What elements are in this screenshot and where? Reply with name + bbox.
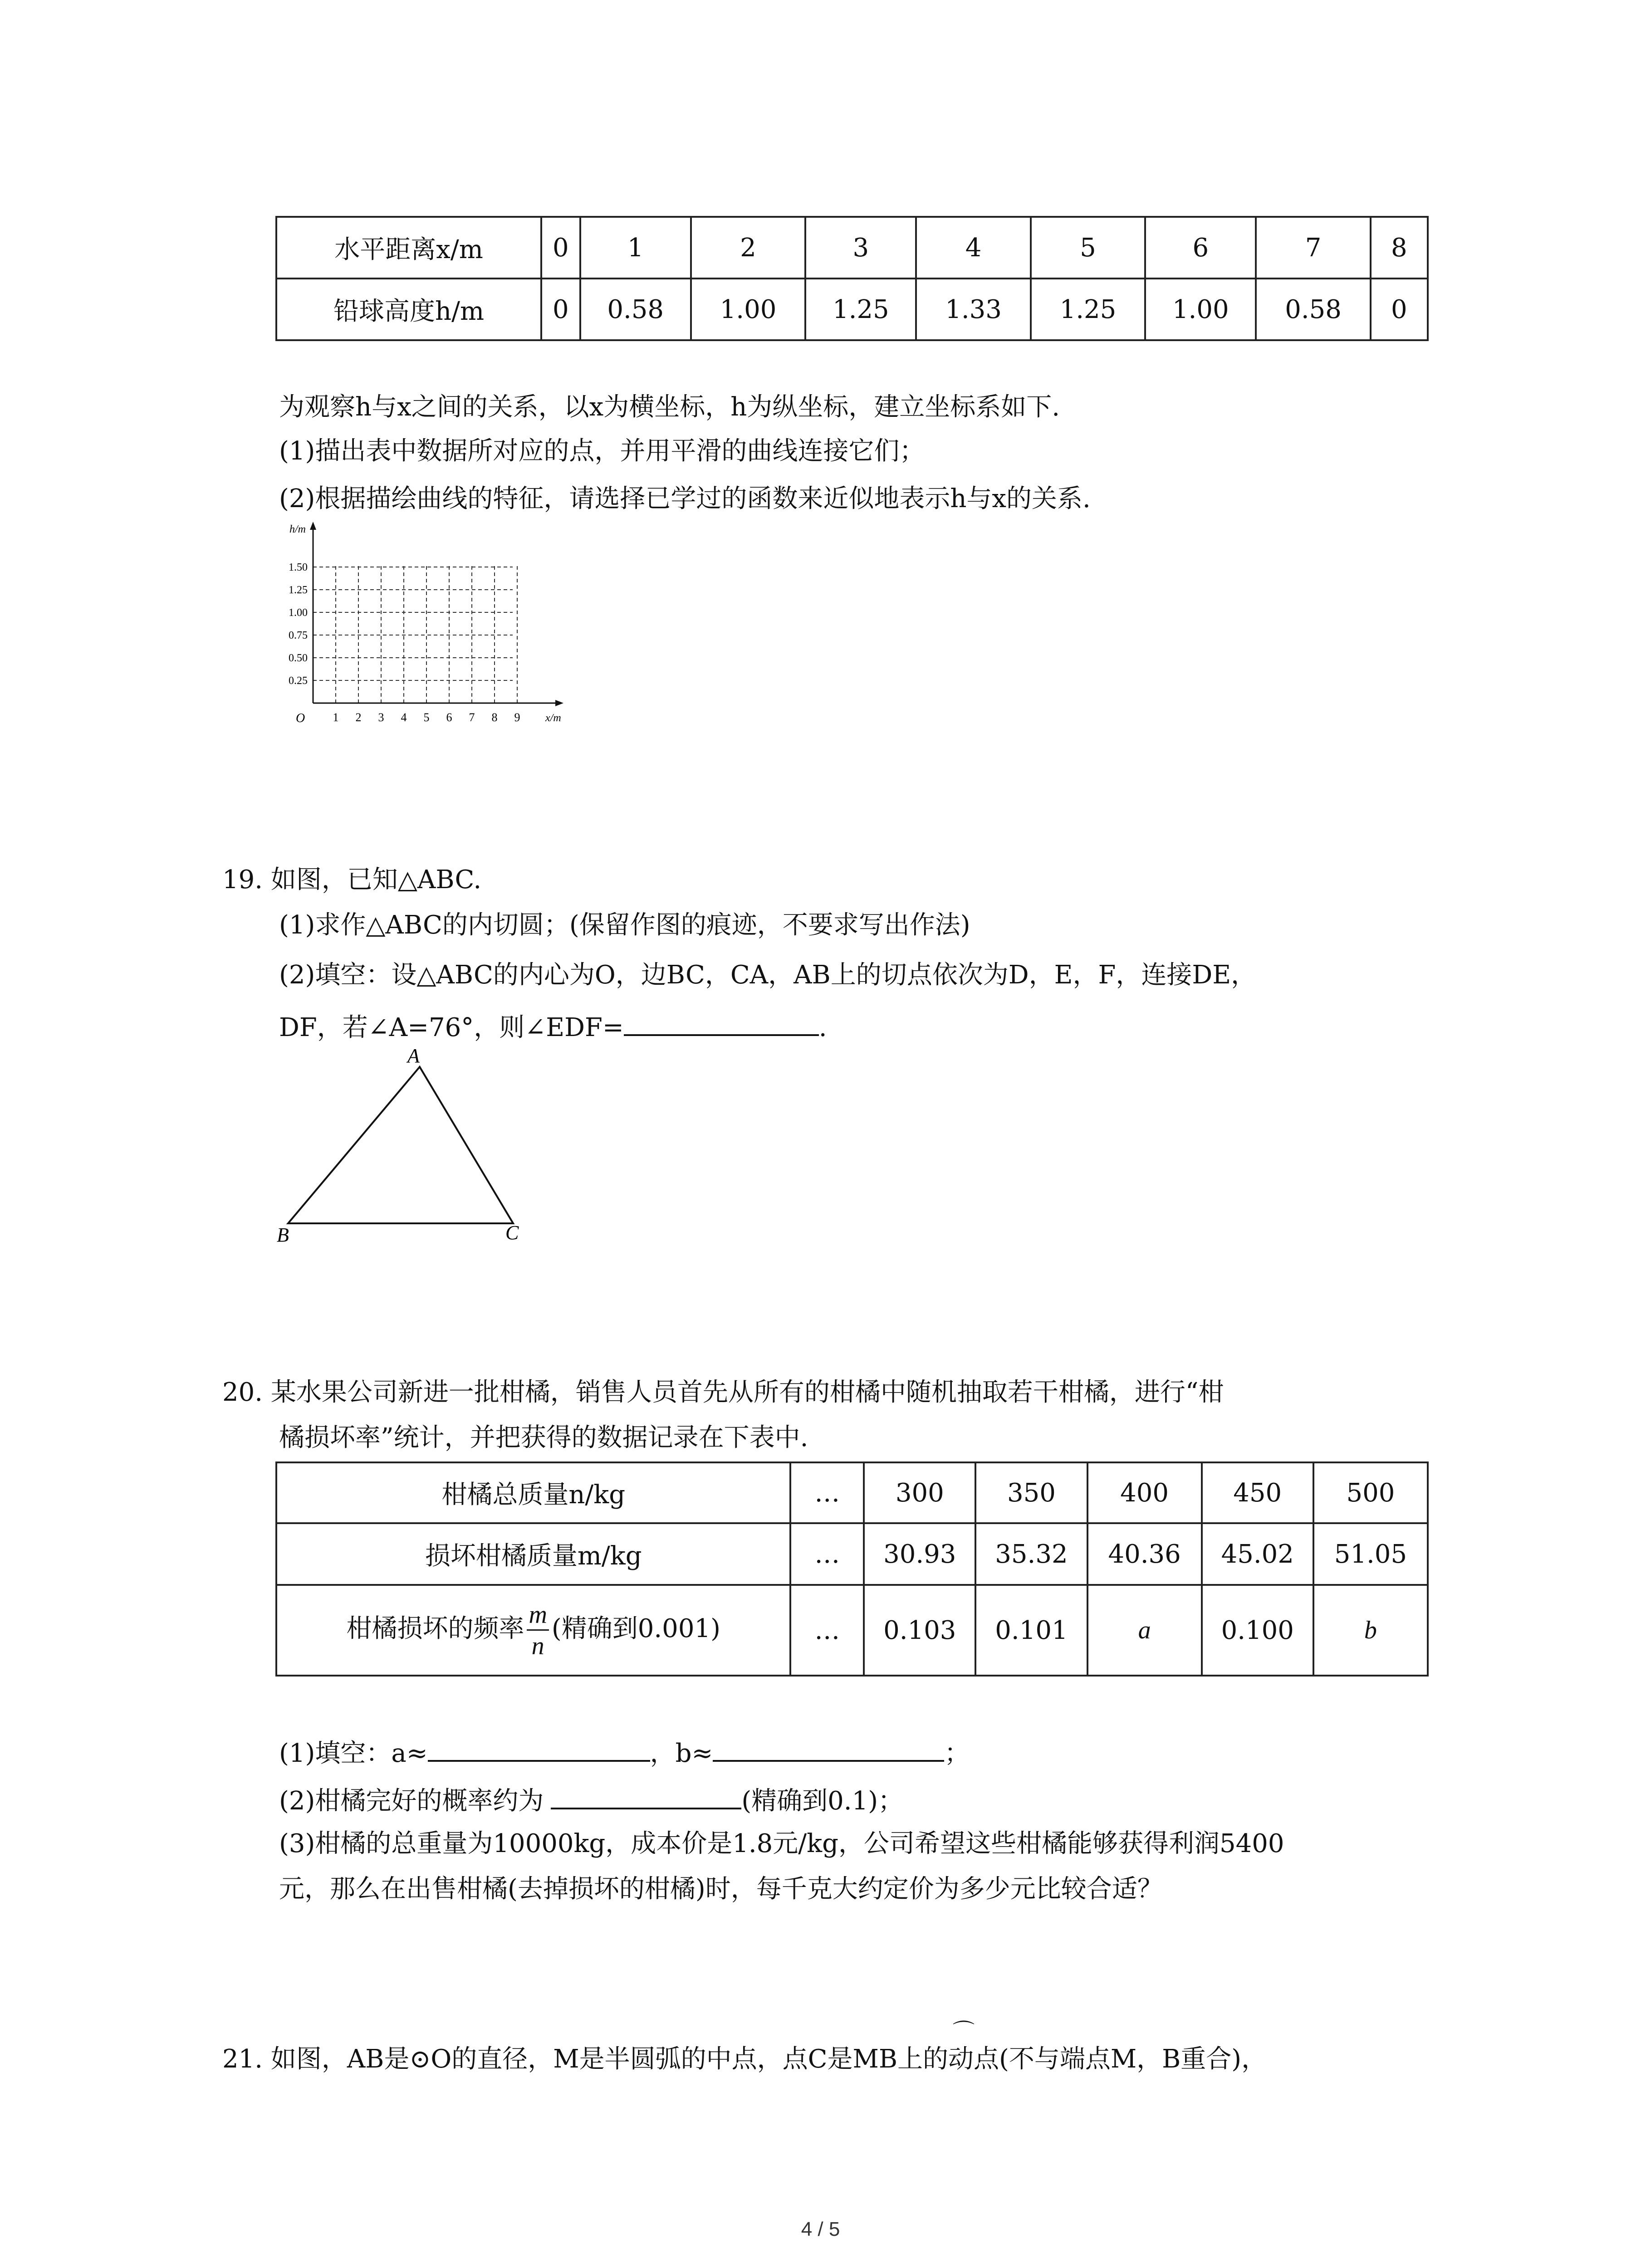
- x-tick-label: 7: [469, 711, 475, 724]
- vertex-b-label: B: [277, 1224, 289, 1246]
- frequency-label-suffix: (精确到0.001): [551, 1613, 720, 1643]
- y-axis-label: h/m: [289, 523, 306, 535]
- table1-cell: 0: [541, 279, 580, 340]
- x-tick-label: 9: [514, 711, 520, 724]
- table1-cell: 1.00: [1145, 279, 1256, 340]
- q18-part2: (2)根据描绘曲线的特征，请选择已学过的函数来近似地表示h与x的关系.: [279, 484, 1091, 513]
- q19-stem: 19. 如图，已知△ABC.: [222, 865, 482, 894]
- table2-cell: …: [790, 1523, 864, 1585]
- q20-part3-line1: (3)柑橘的总重量为10000kg，成本价是1.8元/kg，公司希望这些柑橘能够获得利润5400: [279, 1829, 1284, 1858]
- q20-stem-line1: 20. 某水果公司新进一批柑橘，销售人员首先从所有的柑橘中随机抽取若干柑橘，进行“柑: [222, 1378, 1224, 1407]
- q19-part1: (1)求作△ABC的内切圆；(保留作图的痕迹，不要求写出作法): [279, 910, 970, 940]
- table2-cell: 30.93: [864, 1523, 975, 1585]
- vertex-a-label: A: [407, 1045, 420, 1067]
- q20-part3-line2: 元，那么在出售柑橘(去掉损坏的柑橘)时，每千克大约定价为多少元比较合适？: [279, 1874, 1163, 1904]
- x-tick-label: 4: [401, 711, 407, 724]
- x-tick-label: 8: [491, 711, 498, 724]
- q20-part1-b-text: ，b≈: [650, 1739, 713, 1768]
- table1-cell: 6: [1145, 217, 1256, 279]
- table2-cell: 0.101: [975, 1585, 1087, 1676]
- table1-cell: 0: [1371, 279, 1428, 340]
- table1-cell: 1.33: [916, 279, 1030, 340]
- answer-blank-edf[interactable]: [624, 1007, 819, 1036]
- table2-cell: b: [1313, 1585, 1428, 1676]
- table1-cell: 1.00: [691, 279, 805, 340]
- table2-row-label: 柑橘总质量n/kg: [276, 1462, 790, 1523]
- y-tick-label: 0.50: [289, 652, 308, 664]
- table2-cell: 0.100: [1202, 1585, 1313, 1676]
- table2-cell: a: [1087, 1585, 1202, 1676]
- page-number: 4 / 5: [801, 2218, 840, 2240]
- q20-stem-line2: 橘损坏率”统计，并把获得的数据记录在下表中.: [279, 1423, 808, 1452]
- x-tick-label: 6: [446, 711, 452, 724]
- table2-cell: 400: [1087, 1462, 1202, 1523]
- table2-row-label: 损坏柑橘质量m/kg: [276, 1523, 790, 1585]
- origin-label: O: [296, 711, 305, 725]
- x-tick-label: 5: [423, 711, 430, 724]
- q18-part1: (1)描出表中数据所对应的点，并用平滑的曲线连接它们；: [279, 436, 925, 466]
- vertex-c-label: C: [505, 1222, 519, 1244]
- table1-row-label: 水平距离x/m: [276, 217, 541, 279]
- table2-cell: 450: [1202, 1462, 1313, 1523]
- arc-mark: ⌒: [953, 2019, 975, 2044]
- table1-cell: 8: [1371, 217, 1428, 279]
- table2-cell: 0.103: [864, 1585, 975, 1676]
- y-tick-label: 1.50: [289, 562, 308, 573]
- x-axis-label: x/m: [545, 712, 561, 724]
- table1-cell: 0.58: [1256, 279, 1370, 340]
- table2-cell: …: [790, 1585, 864, 1676]
- table2-cell: 500: [1313, 1462, 1428, 1523]
- table1-row-label: 铅球高度h/m: [276, 279, 541, 340]
- answer-blank-probability[interactable]: [551, 1780, 741, 1809]
- table1-cell: 0.58: [580, 279, 691, 340]
- table1-cell: 5: [1031, 217, 1145, 279]
- fraction-m-over-n: [527, 1602, 549, 1659]
- table1-cell: 0: [541, 217, 580, 279]
- q21-stem: 21. 如图，AB是⊙O的直径，M是半圆弧的中点，点C是MB上的动点(不与端点M，B重合)，: [222, 2044, 1267, 2074]
- fraction-denominator: n: [531, 1632, 544, 1660]
- q20-part2: [279, 1780, 903, 1819]
- table1-cell: 1.25: [805, 279, 916, 340]
- q19-period: .: [818, 1013, 827, 1042]
- fraction-numerator: m: [527, 1602, 549, 1631]
- table2-cell: 51.05: [1313, 1523, 1428, 1585]
- table1-cell: 7: [1256, 217, 1370, 279]
- table1-cell: 4: [916, 217, 1030, 279]
- table2-cell: 45.02: [1202, 1523, 1313, 1585]
- y-tick-label: 0.75: [289, 630, 308, 641]
- y-tick-label: 0.25: [289, 675, 308, 687]
- q19-part2-line2-text: DF，若∠A=76°，则∠EDF=: [279, 1013, 624, 1042]
- table2-cell: 300: [864, 1462, 975, 1523]
- table2-cell: …: [790, 1462, 864, 1523]
- answer-blank-b[interactable]: [713, 1733, 944, 1762]
- table1-cell: 1: [580, 217, 691, 279]
- q20-part1-a-text: (1)填空：a≈: [279, 1739, 428, 1768]
- table2-cell: 35.32: [975, 1523, 1087, 1585]
- table2-row-label-frequency: [276, 1585, 790, 1676]
- q19-part2-line1: (2)填空：设△ABC的内心为O，边BC，CA，AB上的切点依次为D，E，F，连接DE，: [279, 960, 1257, 990]
- table1-cell: 1.25: [1031, 279, 1145, 340]
- y-tick-label: 1.00: [289, 607, 308, 619]
- shot-put-table: [275, 216, 1429, 341]
- x-tick-label: 1: [333, 711, 339, 724]
- frequency-label-prefix: 柑橘损坏的频率: [346, 1613, 524, 1643]
- triangle-abc: [268, 1039, 549, 1252]
- table2-cell: 350: [975, 1462, 1087, 1523]
- table2-cell: 40.36: [1087, 1523, 1202, 1585]
- x-tick-label: 3: [378, 711, 384, 724]
- x-tick-label: 2: [355, 711, 362, 724]
- q20-part1: [279, 1733, 970, 1772]
- q20-part2-suffix: (精确到0.1)；: [741, 1786, 904, 1816]
- q18-intro: 为观察h与x之间的关系，以x为横坐标，h为纵坐标，建立坐标系如下.: [279, 392, 1060, 422]
- orange-damage-table: [275, 1461, 1429, 1677]
- table1-cell: 2: [691, 217, 805, 279]
- q20-part2-prefix: (2)柑橘完好的概率约为: [279, 1786, 544, 1816]
- coordinate-grid: [272, 517, 572, 730]
- y-tick-label: 1.25: [289, 584, 308, 596]
- q20-part1-end: ；: [944, 1739, 970, 1768]
- table1-cell: 3: [805, 217, 916, 279]
- answer-blank-a[interactable]: [428, 1733, 650, 1762]
